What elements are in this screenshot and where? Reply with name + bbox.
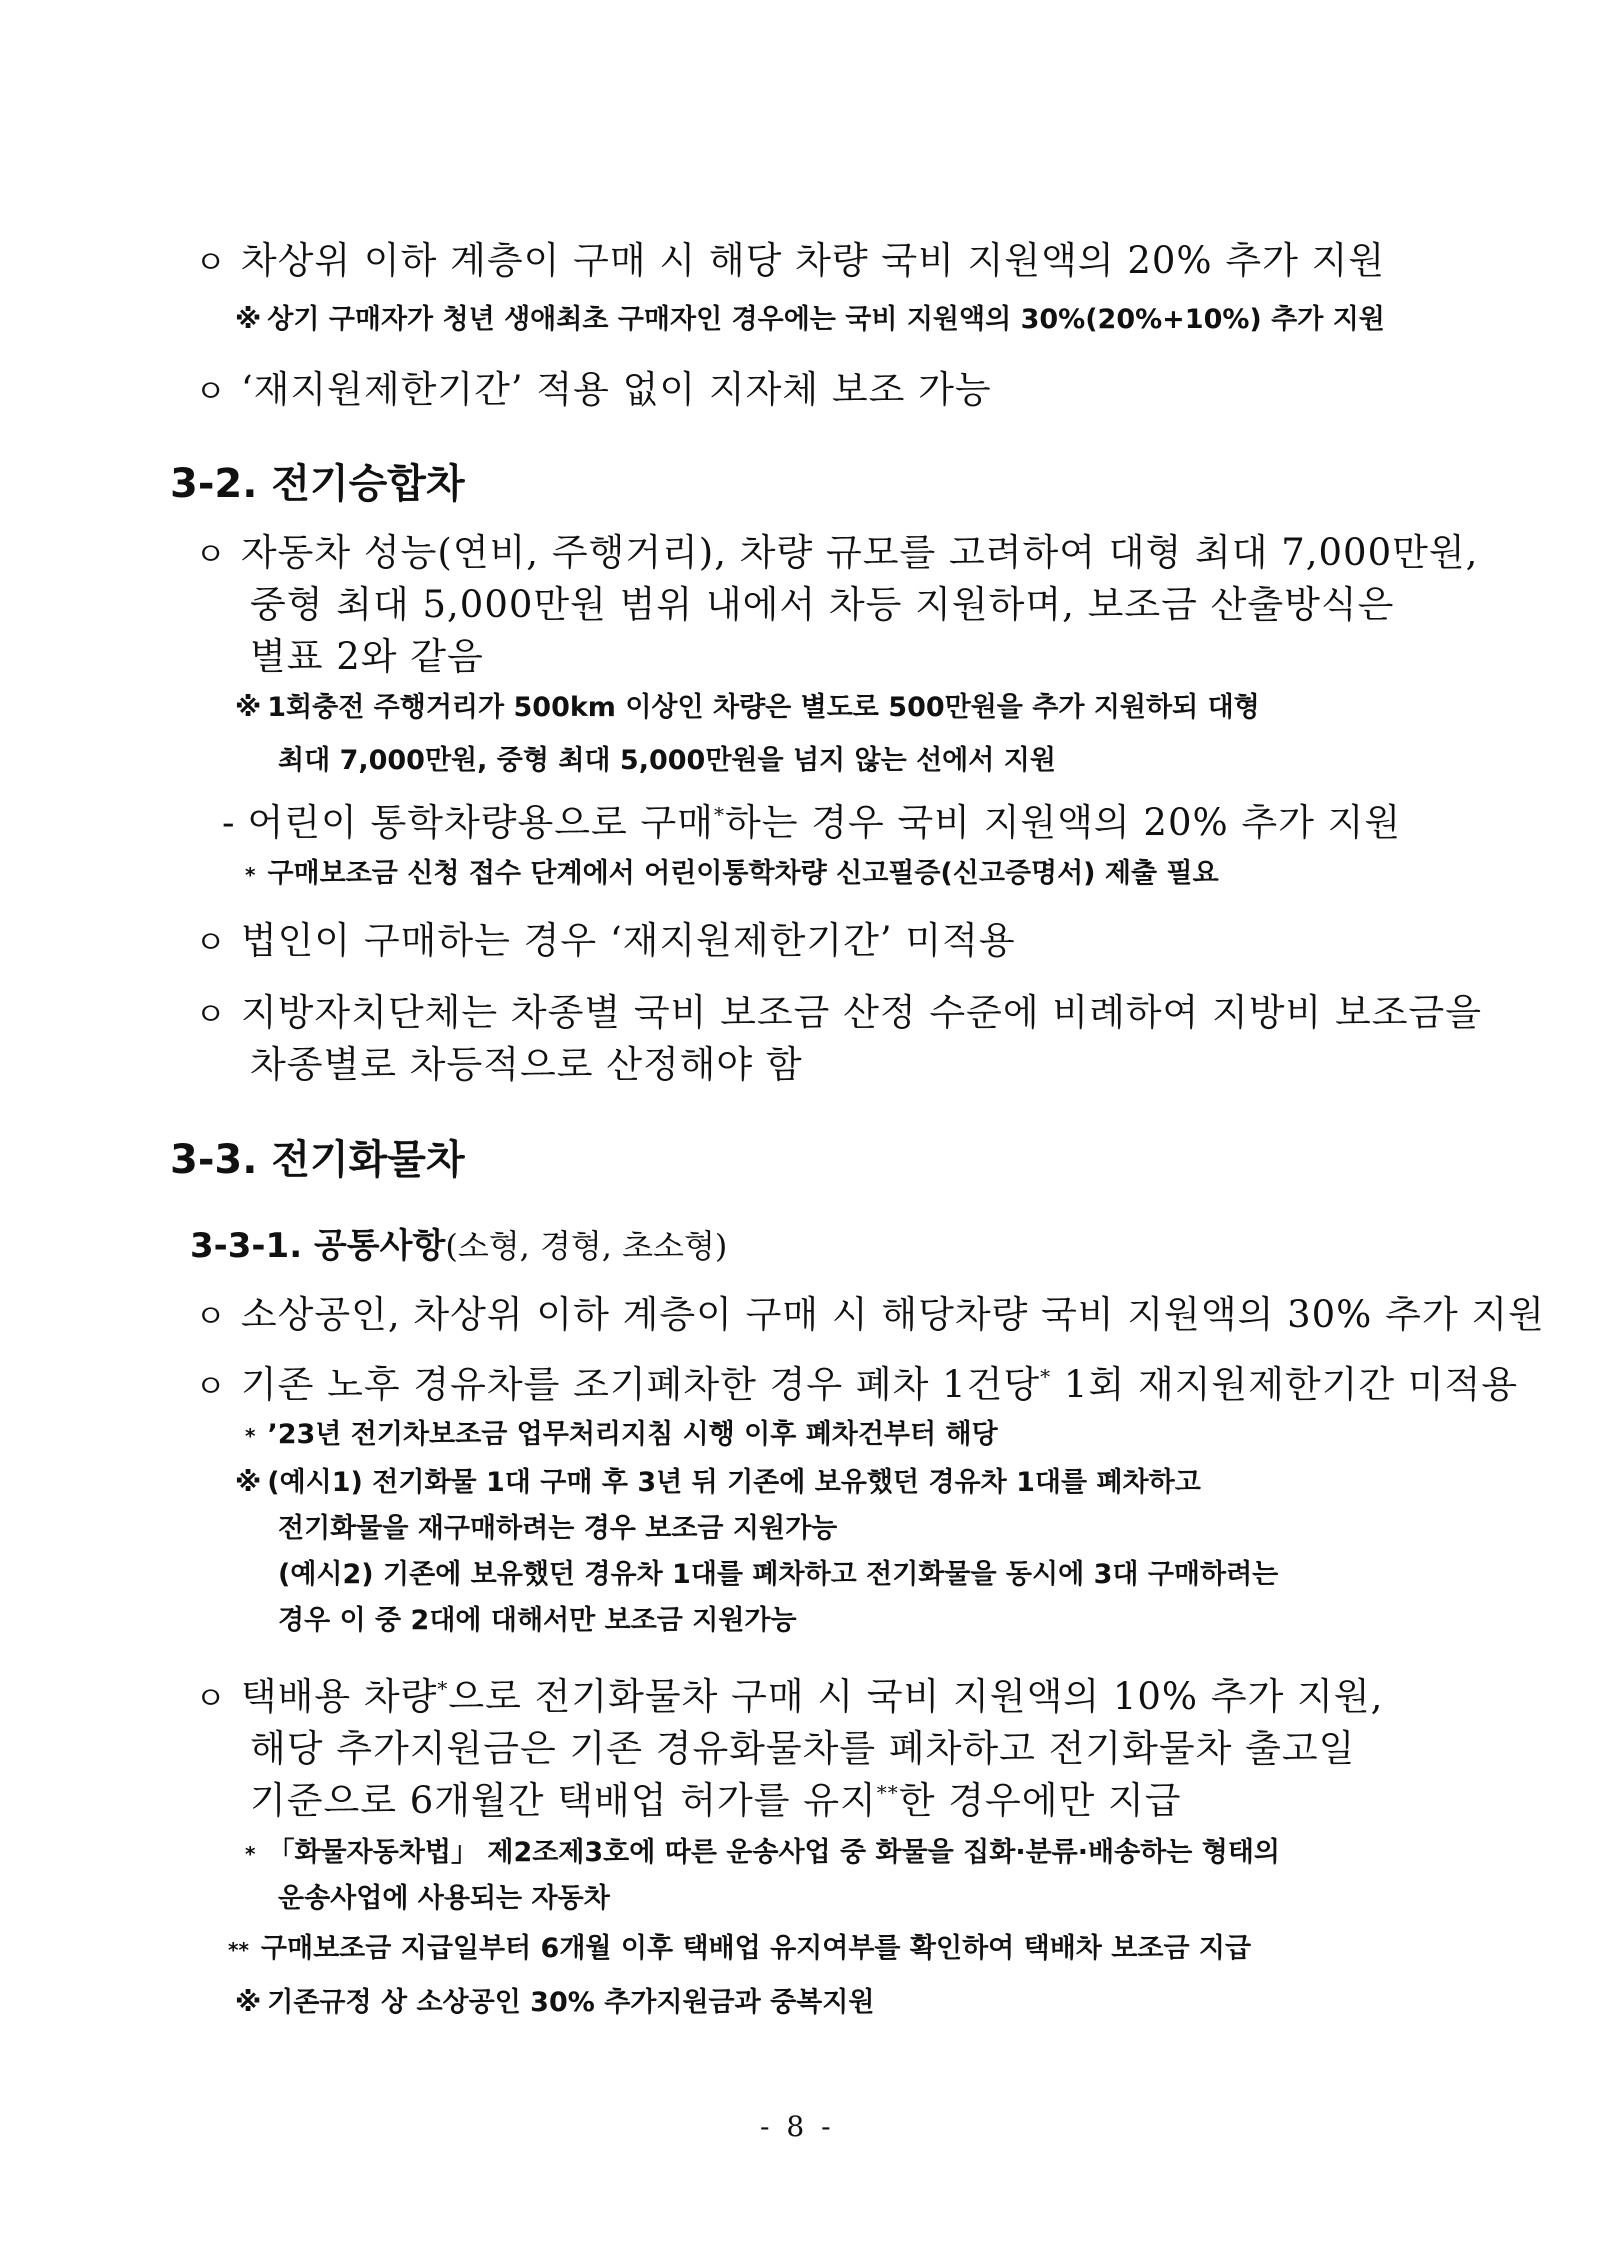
bullet-mark: ㅇ xyxy=(195,535,227,573)
paragraph-text: 기준으로 6개월간 택배업 허가를 유지 xyxy=(250,1779,877,1822)
footnote-line xyxy=(245,1412,998,1451)
paragraph-text: 자동차 성능(연비, 주행거리), 차량 규모를 고려하여 대형 최대 7,000만원, xyxy=(240,531,1479,574)
dash-line xyxy=(222,792,1401,846)
paragraph-text: 소상공인, 차상위 이하 계층이 구매 시 해당차량 국비 지원액의 30% 추가 지원 xyxy=(240,1293,1545,1336)
note-mark: ※ xyxy=(235,1467,262,1498)
dash-text: 하는 경우 국비 지원액의 20% 추가 지원 xyxy=(724,801,1402,844)
note-mark: ※ xyxy=(235,692,262,723)
footnote-text: 구매보조금 지급일부터 6개월 이후 택배업 유지여부를 확인하여 택배차 보조금 지급 xyxy=(260,1933,1252,1964)
section-heading: 3-2. 전기승합차 xyxy=(170,461,465,507)
paragraph-text: 으로 전기화물차 구매 시 국비 지원액의 10% 추가 지원, xyxy=(448,1675,1384,1718)
paragraph-continuation: 차종별로 차등적으로 산정해야 함 xyxy=(250,1043,803,1086)
bullet-mark: ㅇ xyxy=(195,243,227,281)
note-text: (예시1) 전기화물 1대 구매 후 3년 뒤 기존에 보유했던 경유차 1대를 폐차하고 xyxy=(267,1467,1201,1498)
bullet-mark: ㅇ xyxy=(195,1297,227,1335)
paragraph-text: 기존 노후 경유차를 조기폐차한 경우 폐차 1건당 xyxy=(240,1363,1041,1406)
note-line xyxy=(235,1980,874,2019)
paragraph-continuation: 중형 최대 5,000만원 범위 내에서 차등 지원하며, 보조금 산출방식은 xyxy=(250,583,1395,626)
bullet-line xyxy=(195,910,1016,964)
footnote-star: * xyxy=(437,1676,449,1701)
footnote-line xyxy=(228,1926,1251,1965)
subsection-title: 3-3-1. 공통사항 xyxy=(190,1226,446,1266)
note-mark: ※ xyxy=(235,1987,262,2018)
footnote-star: ** xyxy=(228,1938,249,1962)
footnote-star: ** xyxy=(876,1780,899,1805)
footnote-text: 「화물자동차법」 제2조제3호에 따른 운송사업 중 화물을 집화·분류·배송하는 형태의 xyxy=(267,1837,1280,1868)
note-line xyxy=(235,1460,1201,1499)
footnote-text: 구매보조금 신청 접수 단계에서 어린이통학차량 신고필증(신고증명서) 제출 필요 xyxy=(267,858,1219,889)
paragraph-continuation xyxy=(250,1770,1181,1824)
bullet-line xyxy=(195,230,1385,284)
note-line xyxy=(235,685,1260,724)
subsection-heading xyxy=(190,1218,727,1267)
bullet-mark: ㅇ xyxy=(195,1679,227,1717)
footnote-star: * xyxy=(713,802,725,827)
paragraph-text: 1회 재지원제한기간 미적용 xyxy=(1051,1363,1519,1406)
bullet-line xyxy=(195,1666,1383,1720)
paragraph-continuation: 해당 추가지원금은 기존 경유화물차를 폐차하고 전기화물차 출고일 xyxy=(250,1727,1356,1770)
paragraph-text: 지방자치단체는 차종별 국비 보조금 산정 수준에 비례하여 지방비 보조금을 xyxy=(240,991,1483,1034)
bullet-mark: ㅇ xyxy=(195,1367,227,1405)
footnote-star: * xyxy=(245,863,256,887)
note-text: 1회충전 주행거리가 500km 이상인 차량은 별도로 500만원을 추가 지원하되 대형 xyxy=(267,692,1260,723)
note-continuation: 전기화물을 재구매하려는 경우 보조금 지원가능 xyxy=(278,1513,838,1544)
footnote-line xyxy=(245,851,1219,890)
paragraph-text: ‘재지원제한기간’ 적용 없이 지자체 보조 가능 xyxy=(240,368,992,411)
footnote-star: * xyxy=(245,1842,256,1866)
footnote-line xyxy=(245,1830,1280,1869)
note-text: 기존규정 상 소상공인 30% 추가지원금과 중복지원 xyxy=(267,1987,875,2018)
bullet-line xyxy=(195,522,1478,576)
bullet-line xyxy=(195,1354,1518,1408)
note-continuation: 최대 7,000만원, 중형 최대 5,000만원을 넘지 않는 선에서 지원 xyxy=(278,745,1056,776)
paragraph-text: 차상위 이하 계층이 구매 시 해당 차량 국비 지원액의 20% 추가 지원 xyxy=(240,239,1386,282)
paragraph-text: 한 경우에만 지급 xyxy=(898,1779,1182,1822)
note-text: 상기 구매자가 청년 생애최초 구매자인 경우에는 국비 지원액의 30%(20%+10%) 추가 지원 xyxy=(267,304,1385,335)
dash-mark: - xyxy=(222,801,236,844)
note-mark: ※ xyxy=(235,304,262,335)
note-continuation: (예시2) 기존에 보유했던 경유차 1대를 폐차하고 전기화물을 동시에 3대 구매하려는 xyxy=(278,1559,1279,1590)
subsection-qualifier: (소형, 경형, 초소형) xyxy=(445,1227,728,1265)
section-heading: 3-3. 전기화물차 xyxy=(170,1137,465,1183)
bullet-mark: ㅇ xyxy=(195,923,227,961)
note-line xyxy=(235,297,1385,336)
footnote-text: ’23년 전기차보조금 업무처리지침 시행 이후 폐차건부터 해당 xyxy=(267,1419,998,1450)
note-continuation: 경우 이 중 2대에 대해서만 보조금 지원가능 xyxy=(278,1605,797,1636)
footnote-continuation: 운송사업에 사용되는 자동차 xyxy=(278,1883,610,1914)
bullet-mark: ㅇ xyxy=(195,372,227,410)
paragraph-text: 택배용 차량 xyxy=(240,1675,438,1718)
bullet-mark: ㅇ xyxy=(195,995,227,1033)
paragraph-continuation: 별표 2와 같음 xyxy=(250,635,484,678)
paragraph-text: 법인이 구매하는 경우 ‘재지원제한기간’ 미적용 xyxy=(240,919,1016,962)
bullet-line xyxy=(195,359,992,413)
dash-text: 어린이 통학차량용으로 구매 xyxy=(247,801,714,844)
bullet-line xyxy=(195,1284,1545,1338)
footnote-star: * xyxy=(245,1424,256,1448)
page-number: - 8 - xyxy=(760,2110,835,2143)
bullet-line xyxy=(195,982,1482,1036)
footnote-star: * xyxy=(1040,1364,1052,1389)
